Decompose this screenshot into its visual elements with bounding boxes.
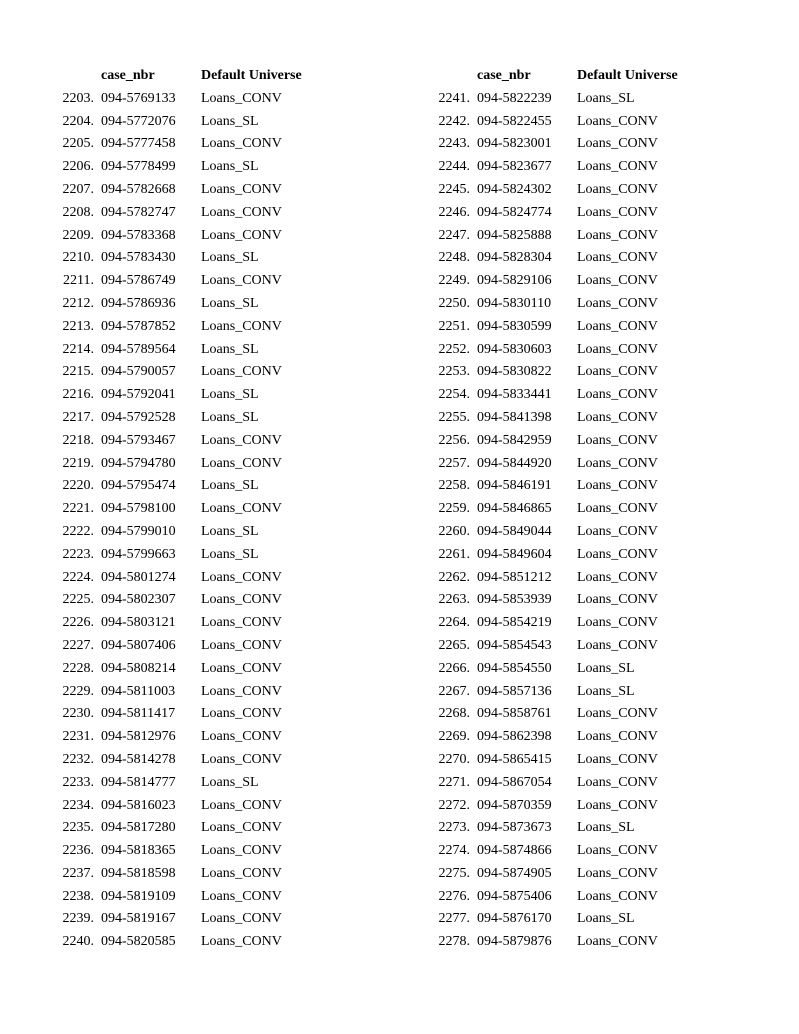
case-nbr-cell: 094-5822455 [477, 113, 552, 129]
row-number: 2226. [62, 615, 94, 631]
row-number: 2270. [438, 751, 470, 767]
default-universe-cell: Loans_CONV [201, 90, 282, 106]
row-number: 2247. [438, 227, 470, 243]
row-number: 2212. [62, 295, 94, 311]
default-universe-cell: Loans_CONV [201, 729, 282, 745]
default-universe-cell: Loans_CONV [577, 432, 658, 448]
default-universe-cell: Loans_CONV [201, 273, 282, 289]
case-nbr-cell: 094-5841398 [477, 409, 552, 425]
default-universe-cell: Loans_CONV [201, 204, 282, 220]
row-number: 2249. [438, 273, 470, 289]
default-universe-cell: Loans_CONV [201, 843, 282, 859]
row-number: 2238. [62, 888, 94, 904]
row-number: 2220. [62, 478, 94, 494]
case-nbr-cell: 094-5824774 [477, 204, 552, 220]
row-number: 2244. [438, 159, 470, 175]
case-nbr-cell: 094-5873673 [477, 820, 552, 836]
row-number: 2242. [438, 113, 470, 129]
row-number: 2275. [438, 865, 470, 881]
default-universe-cell: Loans_CONV [201, 181, 282, 197]
row-number: 2237. [62, 865, 94, 881]
row-number: 2257. [438, 455, 470, 471]
default-universe-cell: Loans_CONV [577, 273, 658, 289]
row-number: 2252. [438, 341, 470, 357]
default-universe-cell: Loans_CONV [201, 501, 282, 517]
case-nbr-cell: 094-5783430 [101, 250, 176, 266]
case-nbr-cell: 094-5823001 [477, 136, 552, 152]
case-nbr-cell: 094-5799663 [101, 546, 176, 562]
row-number: 2219. [62, 455, 94, 471]
row-number: 2211. [63, 273, 94, 289]
row-number: 2218. [62, 432, 94, 448]
default-universe-cell: Loans_CONV [201, 888, 282, 904]
default-universe-cell: Loans_SL [201, 113, 259, 129]
row-number: 2234. [62, 797, 94, 813]
case-nbr-cell: 094-5870359 [477, 797, 552, 813]
case-nbr-cell: 094-5814278 [101, 751, 176, 767]
case-nbr-cell: 094-5846865 [477, 501, 552, 517]
case-nbr-cell: 094-5867054 [477, 774, 552, 790]
row-number: 2273. [438, 820, 470, 836]
case-nbr-cell: 094-5879876 [477, 934, 552, 950]
case-nbr-cell: 094-5825888 [477, 227, 552, 243]
row-number: 2269. [438, 729, 470, 745]
row-number: 2208. [62, 204, 94, 220]
default-universe-cell: Loans_CONV [577, 318, 658, 334]
case-nbr-cell: 094-5862398 [477, 729, 552, 745]
row-number: 2204. [62, 113, 94, 129]
case-nbr-cell: 094-5853939 [477, 592, 552, 608]
default-universe-cell: Loans_SL [201, 409, 259, 425]
row-number: 2206. [62, 159, 94, 175]
row-number: 2203. [62, 90, 94, 106]
case-nbr-cell: 094-5829106 [477, 273, 552, 289]
default-universe-cell: Loans_CONV [577, 774, 658, 790]
case-nbr-cell: 094-5811417 [101, 706, 176, 722]
case-nbr-cell: 094-5814777 [101, 774, 176, 790]
row-number: 2225. [62, 592, 94, 608]
case-nbr-cell: 094-5801274 [101, 569, 176, 585]
row-number: 2227. [62, 637, 94, 653]
case-nbr-cell: 094-5846191 [477, 478, 552, 494]
case-nbr-cell: 094-5857136 [477, 683, 552, 699]
case-nbr-cell: 094-5786936 [101, 295, 176, 311]
row-number: 2232. [62, 751, 94, 767]
row-number: 2274. [438, 843, 470, 859]
case-nbr-cell: 094-5817280 [101, 820, 176, 836]
case-nbr-cell: 094-5865415 [477, 751, 552, 767]
row-number: 2224. [62, 569, 94, 585]
case-nbr-cell: 094-5828304 [477, 250, 552, 266]
default-universe-cell: Loans_CONV [577, 729, 658, 745]
case-nbr-cell: 094-5858761 [477, 706, 552, 722]
row-number: 2254. [438, 387, 470, 403]
default-universe-cell: Loans_CONV [201, 432, 282, 448]
case-nbr-cell: 094-5854550 [477, 660, 552, 676]
case-nbr-cell: 094-5793467 [101, 432, 176, 448]
default-universe-cell: Loans_CONV [577, 387, 658, 403]
default-universe-cell: Loans_CONV [201, 660, 282, 676]
case-nbr-cell: 094-5812976 [101, 729, 176, 745]
case-nbr-cell: 094-5794780 [101, 455, 176, 471]
case-nbr-cell: 094-5792041 [101, 387, 176, 403]
default-universe-cell: Loans_CONV [577, 204, 658, 220]
default-universe-cell: Loans_CONV [577, 478, 658, 494]
case-nbr-cell: 094-5769133 [101, 90, 176, 106]
default-universe-cell: Loans_CONV [201, 592, 282, 608]
row-number: 2209. [62, 227, 94, 243]
row-number: 2240. [62, 934, 94, 950]
default-universe-cell: Loans_CONV [577, 159, 658, 175]
default-universe-cell: Loans_SL [201, 523, 259, 539]
default-universe-cell: Loans_CONV [577, 341, 658, 357]
default-universe-cell: Loans_SL [577, 660, 635, 676]
row-number: 2272. [438, 797, 470, 813]
case-nbr-cell: 094-5811003 [101, 683, 176, 699]
row-number: 2258. [438, 478, 470, 494]
default-universe-cell: Loans_CONV [201, 615, 282, 631]
row-number: 2222. [62, 523, 94, 539]
default-universe-cell: Loans_CONV [577, 455, 658, 471]
row-number: 2246. [438, 204, 470, 220]
row-number: 2268. [438, 706, 470, 722]
default-universe-cell: Loans_CONV [577, 637, 658, 653]
default-universe-cell: Loans_CONV [577, 797, 658, 813]
default-universe-cell: Loans_SL [201, 546, 259, 562]
default-universe-cell: Loans_SL [201, 159, 259, 175]
case-nbr-cell: 094-5799010 [101, 523, 176, 539]
default-universe-cell: Loans_SL [201, 341, 259, 357]
row-number: 2217. [62, 409, 94, 425]
case-nbr-cell: 094-5790057 [101, 364, 176, 380]
row-number: 2276. [438, 888, 470, 904]
row-number: 2250. [438, 295, 470, 311]
row-number: 2259. [438, 501, 470, 517]
default-universe-cell: Loans_SL [201, 478, 259, 494]
default-universe-cell: Loans_CONV [577, 615, 658, 631]
case-nbr-cell: 094-5778499 [101, 159, 176, 175]
default-universe-cell: Loans_CONV [201, 797, 282, 813]
row-number: 2223. [62, 546, 94, 562]
case-nbr-cell: 094-5849044 [477, 523, 552, 539]
case-nbr-cell: 094-5792528 [101, 409, 176, 425]
case-nbr-cell: 094-5822239 [477, 90, 552, 106]
default-universe-cell: Loans_CONV [577, 501, 658, 517]
default-universe-cell: Loans_SL [577, 911, 635, 927]
case-nbr-cell: 094-5824302 [477, 181, 552, 197]
header-case-nbr: case_nbr [101, 68, 155, 83]
default-universe-cell: Loans_SL [201, 387, 259, 403]
case-nbr-cell: 094-5842959 [477, 432, 552, 448]
default-universe-cell: Loans_CONV [577, 865, 658, 881]
row-number: 2256. [438, 432, 470, 448]
case-nbr-cell: 094-5875406 [477, 888, 552, 904]
row-number: 2248. [438, 250, 470, 266]
default-universe-cell: Loans_CONV [577, 113, 658, 129]
row-number: 2245. [438, 181, 470, 197]
row-number: 2230. [62, 706, 94, 722]
default-universe-cell: Loans_CONV [577, 751, 658, 767]
row-number: 2231. [62, 729, 94, 745]
default-universe-cell: Loans_CONV [201, 911, 282, 927]
default-universe-cell: Loans_CONV [201, 569, 282, 585]
row-number: 2236. [62, 843, 94, 859]
header-default-universe: Default Universe [577, 68, 678, 83]
default-universe-cell: Loans_CONV [577, 888, 658, 904]
default-universe-cell: Loans_CONV [577, 523, 658, 539]
row-number: 2267. [438, 683, 470, 699]
case-nbr-cell: 094-5823677 [477, 159, 552, 175]
row-number: 2221. [62, 501, 94, 517]
default-universe-cell: Loans_CONV [577, 706, 658, 722]
default-universe-cell: Loans_SL [577, 683, 635, 699]
case-nbr-cell: 094-5772076 [101, 113, 176, 129]
row-number: 2262. [438, 569, 470, 585]
row-number: 2271. [438, 774, 470, 790]
case-nbr-cell: 094-5819167 [101, 911, 176, 927]
row-number: 2243. [438, 136, 470, 152]
default-universe-cell: Loans_CONV [577, 250, 658, 266]
row-number: 2216. [62, 387, 94, 403]
case-nbr-cell: 094-5854543 [477, 637, 552, 653]
default-universe-cell: Loans_CONV [577, 136, 658, 152]
case-nbr-cell: 094-5808214 [101, 660, 176, 676]
case-nbr-cell: 094-5787852 [101, 318, 176, 334]
row-number: 2241. [438, 90, 470, 106]
case-nbr-cell: 094-5830110 [477, 295, 552, 311]
default-universe-cell: Loans_CONV [201, 136, 282, 152]
row-number: 2229. [62, 683, 94, 699]
row-number: 2207. [62, 181, 94, 197]
row-number: 2265. [438, 637, 470, 653]
case-nbr-cell: 094-5844920 [477, 455, 552, 471]
default-universe-cell: Loans_SL [201, 295, 259, 311]
row-number: 2277. [438, 911, 470, 927]
case-nbr-cell: 094-5833441 [477, 387, 552, 403]
case-nbr-cell: 094-5816023 [101, 797, 176, 813]
default-universe-cell: Loans_SL [201, 774, 259, 790]
row-number: 2228. [62, 660, 94, 676]
default-universe-cell: Loans_CONV [577, 409, 658, 425]
default-universe-cell: Loans_SL [577, 820, 635, 836]
default-universe-cell: Loans_CONV [201, 865, 282, 881]
default-universe-cell: Loans_CONV [577, 364, 658, 380]
case-nbr-cell: 094-5818598 [101, 865, 176, 881]
row-number: 2255. [438, 409, 470, 425]
case-nbr-cell: 094-5803121 [101, 615, 176, 631]
case-nbr-cell: 094-5786749 [101, 273, 176, 289]
row-number: 2266. [438, 660, 470, 676]
case-nbr-cell: 094-5789564 [101, 341, 176, 357]
default-universe-cell: Loans_CONV [577, 295, 658, 311]
default-universe-cell: Loans_CONV [201, 364, 282, 380]
case-nbr-cell: 094-5874866 [477, 843, 552, 859]
default-universe-cell: Loans_CONV [201, 934, 282, 950]
case-nbr-cell: 094-5820585 [101, 934, 176, 950]
default-universe-cell: Loans_CONV [577, 546, 658, 562]
case-nbr-cell: 094-5830603 [477, 341, 552, 357]
row-number: 2264. [438, 615, 470, 631]
case-nbr-cell: 094-5830822 [477, 364, 552, 380]
case-nbr-cell: 094-5802307 [101, 592, 176, 608]
case-nbr-cell: 094-5849604 [477, 546, 552, 562]
case-nbr-cell: 094-5783368 [101, 227, 176, 243]
default-universe-cell: Loans_CONV [577, 592, 658, 608]
case-nbr-cell: 094-5782747 [101, 204, 176, 220]
default-universe-cell: Loans_CONV [201, 683, 282, 699]
row-number: 2213. [62, 318, 94, 334]
row-number: 2233. [62, 774, 94, 790]
case-nbr-cell: 094-5782668 [101, 181, 176, 197]
row-number: 2239. [62, 911, 94, 927]
case-nbr-cell: 094-5798100 [101, 501, 176, 517]
case-nbr-cell: 094-5795474 [101, 478, 176, 494]
case-nbr-cell: 094-5777458 [101, 136, 176, 152]
row-number: 2214. [62, 341, 94, 357]
default-universe-cell: Loans_CONV [201, 227, 282, 243]
row-number: 2210. [62, 250, 94, 266]
row-number: 2261. [438, 546, 470, 562]
case-nbr-cell: 094-5854219 [477, 615, 552, 631]
case-nbr-cell: 094-5807406 [101, 637, 176, 653]
row-number: 2251. [438, 318, 470, 334]
default-universe-cell: Loans_CONV [201, 706, 282, 722]
default-universe-cell: Loans_CONV [577, 181, 658, 197]
default-universe-cell: Loans_CONV [577, 843, 658, 859]
case-nbr-cell: 094-5830599 [477, 318, 552, 334]
default-universe-cell: Loans_CONV [577, 934, 658, 950]
case-nbr-cell: 094-5876170 [477, 911, 552, 927]
default-universe-cell: Loans_CONV [201, 820, 282, 836]
row-number: 2278. [438, 934, 470, 950]
row-number: 2205. [62, 136, 94, 152]
row-number: 2253. [438, 364, 470, 380]
default-universe-cell: Loans_CONV [577, 569, 658, 585]
row-number: 2263. [438, 592, 470, 608]
header-case-nbr: case_nbr [477, 68, 531, 83]
default-universe-cell: Loans_CONV [201, 455, 282, 471]
row-number: 2215. [62, 364, 94, 380]
case-nbr-cell: 094-5851212 [477, 569, 552, 585]
default-universe-cell: Loans_CONV [577, 227, 658, 243]
case-nbr-cell: 094-5818365 [101, 843, 176, 859]
case-nbr-cell: 094-5819109 [101, 888, 176, 904]
default-universe-cell: Loans_SL [201, 250, 259, 266]
row-number: 2260. [438, 523, 470, 539]
case-nbr-cell: 094-5874905 [477, 865, 552, 881]
default-universe-cell: Loans_SL [577, 90, 635, 106]
default-universe-cell: Loans_CONV [201, 318, 282, 334]
row-number: 2235. [62, 820, 94, 836]
default-universe-cell: Loans_CONV [201, 751, 282, 767]
default-universe-cell: Loans_CONV [201, 637, 282, 653]
header-default-universe: Default Universe [201, 68, 302, 83]
